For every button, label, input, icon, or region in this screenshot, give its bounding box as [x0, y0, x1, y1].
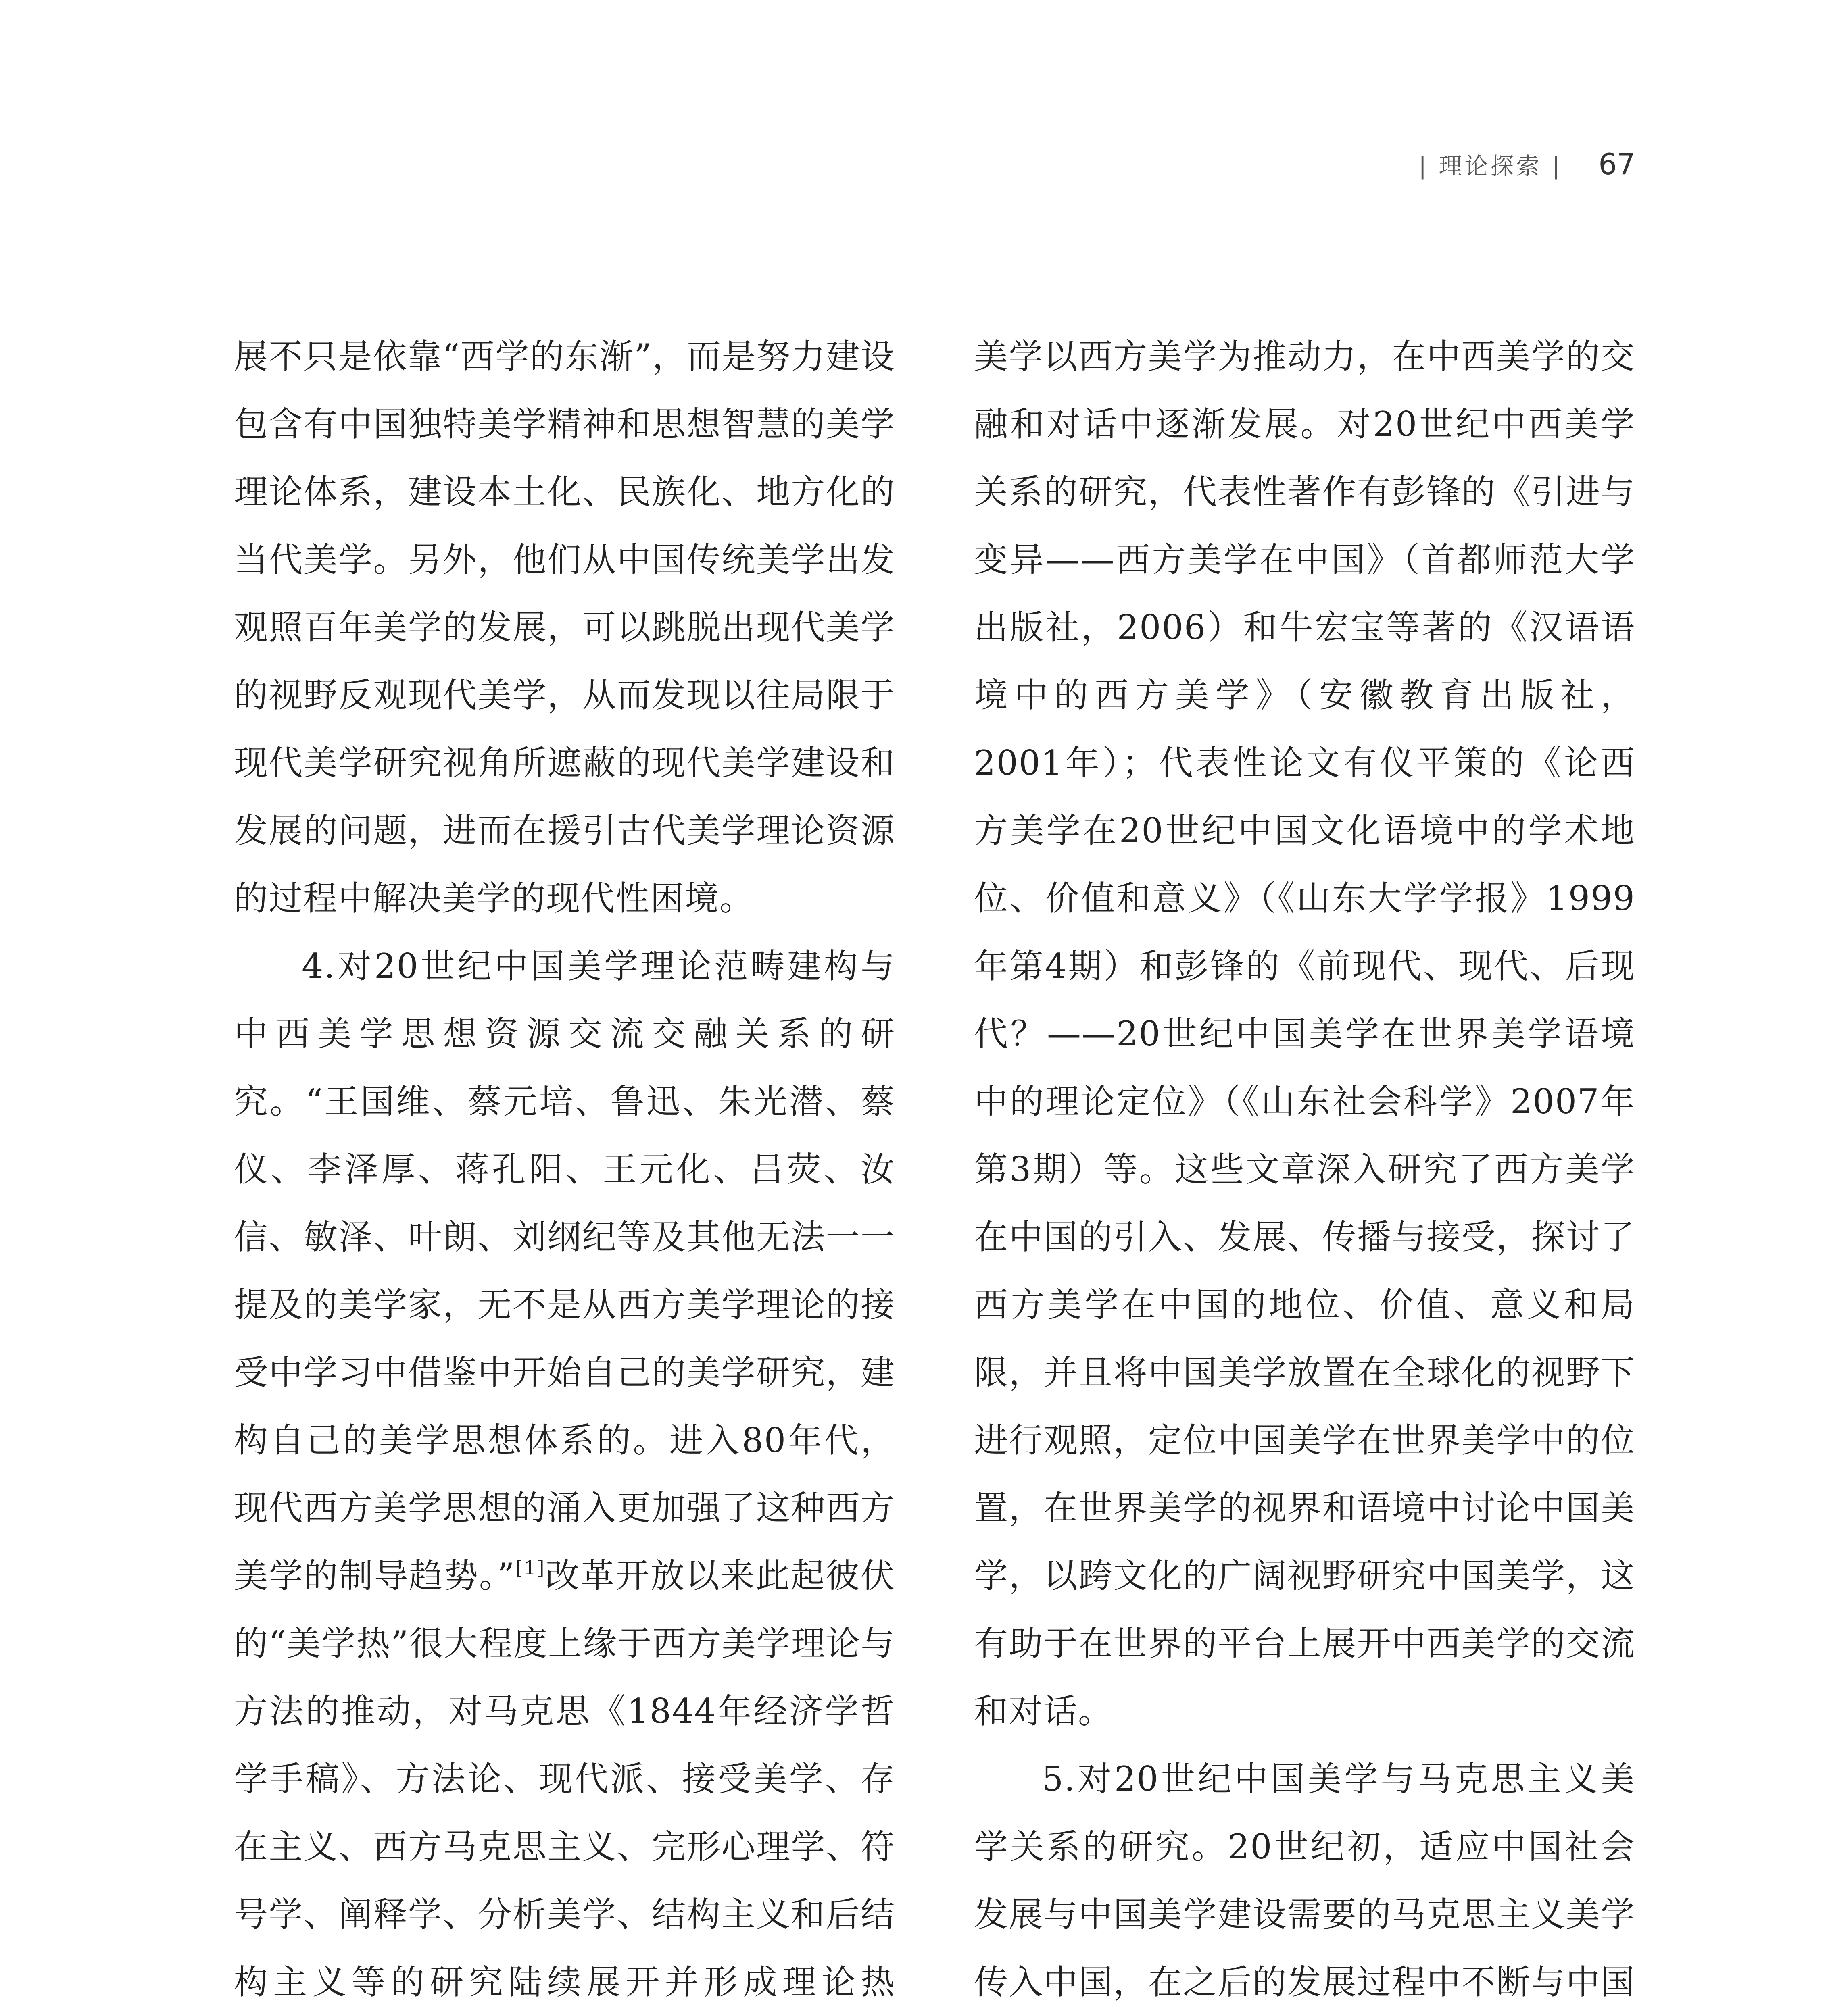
paragraph-continued: 展不只是依靠“西学的东渐”，而是努力建设包含有中国独特美学精神和思想智慧的美学理论体系，建设本土化、民族化、地方化的当代美学。另外，他们从中国传统美学出发观照百年美学的发展，可以跳脱出现代美学的视野反观现代美学，从而发现以往局限于现代美学研究视角所遮蔽的现代美学建设和发展的问题，进而在援引古代美学理论资源的过程中解决美学的现代性困境。	[234, 337, 895, 918]
paragraph-continued: 美学以西方美学为推动力，在中西美学的交融和对话中逐渐发展。对20世纪中西美学关系的研究，代表性著作有彭锋的《引进与变异——西方美学在中国》（首都师范大学出版社，2006）和牛宏宝等著的《汉语语境中的西方美学》（安徽教育出版社，2001年）；代表性论文有仪平策的《论西方美学在20世纪中国文化语境中的学术地位、价值和意义》（《山东大学学报》1999年第4期）和彭锋的《前现代、现代、后现代？——20世纪中国美学在世界美学语境中的理论定位》（《山东社会科学》2007年第3期）等。这些文章深入研究了西方美学在中国的引入、发展、传播与接受，探讨了西方美学在中国的地位、价值、意义和局限，并且将中国美学放置在全球化的视野下进行观照，定位中国美学在世界美学中的位置，在世界美学的视界和语境中讨论中国美学，以跨文化的广阔视野研究中国美学，这有助于在世界的平台上展开中西美学的交流和对话。	[974, 337, 1635, 1731]
left-column	[234, 323, 895, 2016]
paragraph-section-5: 5.对20世纪中国美学与马克思主义美学关系的研究。20世纪初，适应中国社会发展与中国美学建设需要的马克思主义美学传入中国，在之后的发展过程中不断与中国	[974, 1759, 1635, 2002]
page-header	[1418, 147, 1635, 181]
page-number: 67	[1598, 147, 1635, 181]
footnote-reference[interactable]: [1]	[515, 1557, 545, 1579]
paragraph-text: 4.对20世纪中国美学理论范畴建构与中西美学思想资源交流交融关系的研究。“王国维、蔡元培、鲁迅、朱光潜、蔡仪、李泽厚、蒋孔阳、王元化、吕荧、汝信、敏泽、叶朗、刘纲纪等及其他无法一一提及的美学家，无不是从西方美学理论的接受中学习中借鉴中开始自己的美学研究，建构自己的美学思想体系的。进入80年代，现代西方美学思想的涌入更加强了这种西方美学的制导趋势。”	[234, 946, 895, 1595]
right-column	[974, 323, 1635, 2016]
paragraph-section-4	[234, 932, 895, 2016]
paragraph-text: 改革开放以来此起彼伏的“美学热”很大程度上缘于西方美学理论与方法的推动，对马克思《1844年经济学哲学手稿》、方法论、现代派、接受美学、存在主义、西方马克思主义、完形心理学、符号学、阐释学、分析美学、结构主义和后结构主义等的研究陆续展开并形成理论热	[234, 1556, 895, 2002]
running-section-title: | 理论探索 |	[1418, 152, 1562, 180]
